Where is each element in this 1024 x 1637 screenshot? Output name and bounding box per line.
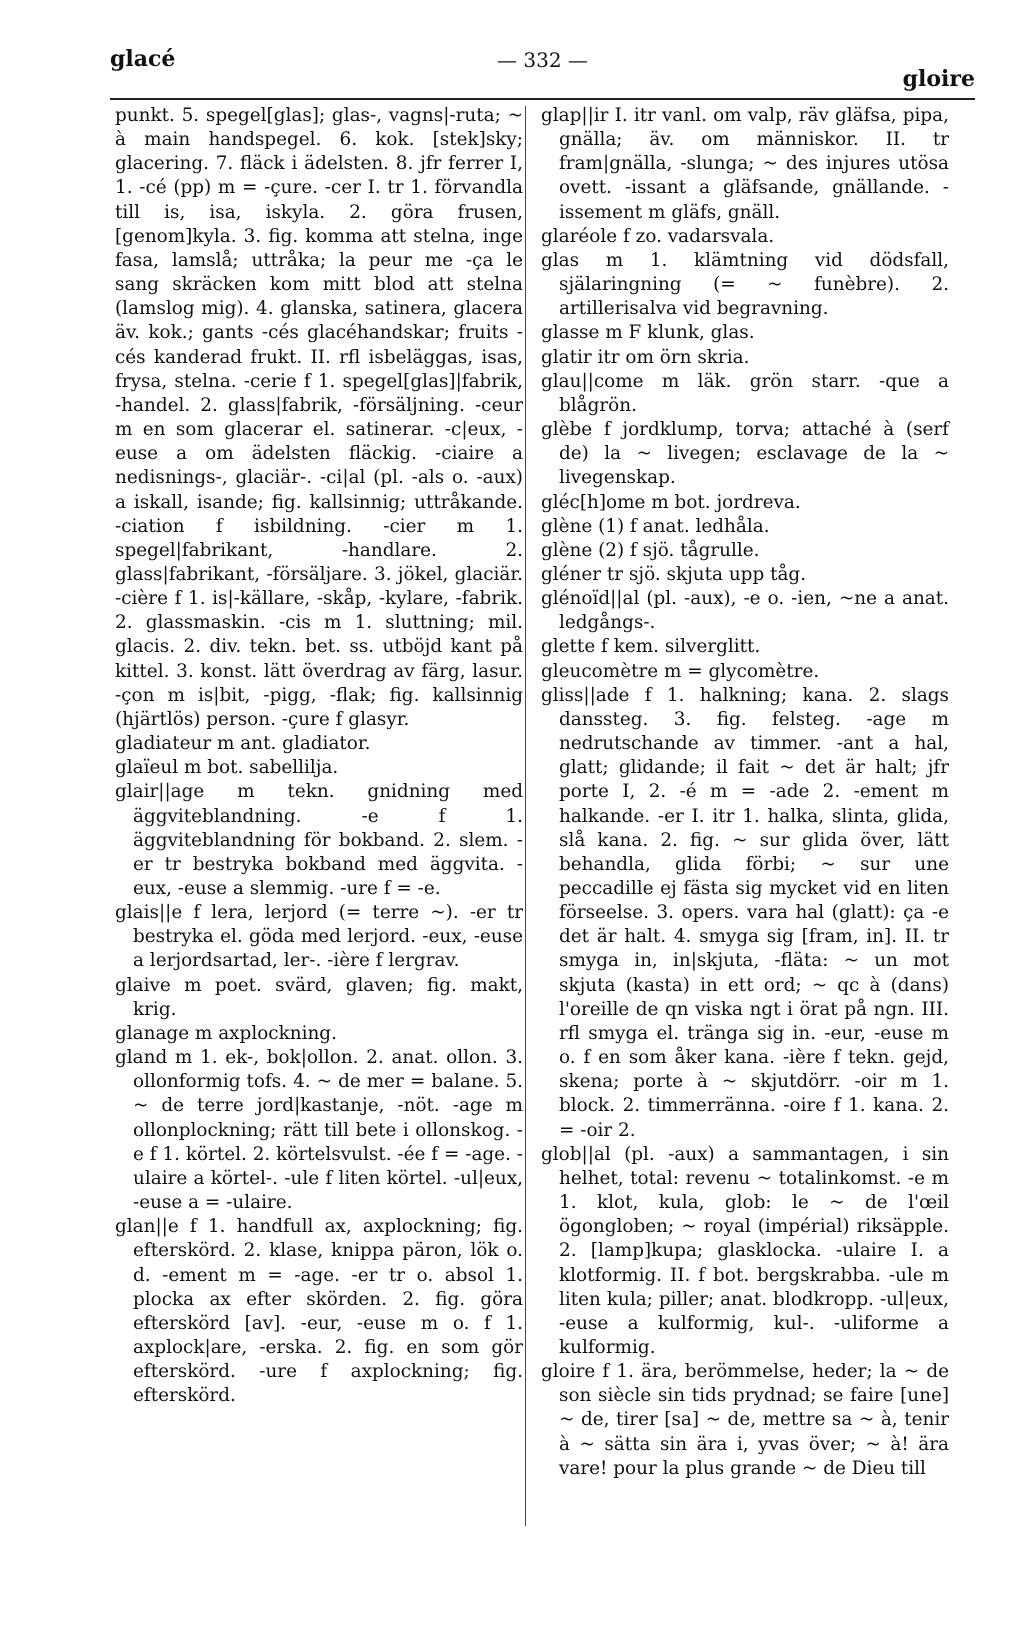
dictionary-entry-gleucometre: gleucomètre m = glycomètre. [541, 660, 820, 682]
dictionary-entry-glane: glan||e f 1. handfull ax, axplockning; fig. efterskörd. 2. klase, knippa päron, lök o. d. -ement m = -age. -er tr o. absol 1. plocka ax efter skörden. 2. fig. göra efterskörd [av]. -eur, -euse m o. f 1. axplock|are, -erska. 2. fig. en som gör efterskörd. -ure f axplockning; fig. efterskörd. [115, 1216, 523, 1407]
dictionary-entry-glatir: glatir itr om örn skria. [541, 346, 750, 368]
dictionary-entry-glareole: glaréole f zo. vadarsvala. [541, 225, 775, 247]
left-column [115, 104, 523, 1408]
dictionary-entry-glanage: glanage m axplockning. [115, 1022, 337, 1044]
dictionary-entry-glette: glette f kem. silverglitt. [541, 636, 761, 658]
right-column [541, 104, 949, 1481]
left-running-headword: glacé [110, 46, 176, 72]
dictionary-entry-glebe: glèbe f jordklump, torva; attaché à (serf de) la ~ livegen; esclavage de la ~ livegenskap. [541, 419, 949, 489]
dictionary-entry-glaieul: glaïeul m bot. sabellilja. [115, 757, 339, 779]
dictionary-entry-gland: gland m 1. ek-, bok|ollon. 2. anat. ollon. 3. ollonformig tofs. 4. ~ de mer = balane. 5. ~ de terre jord|kastanje, -nöt. -age m ollonplockning; rätt till bete i ollonskog. -e f 1. körtel. 2. körtelsvulst. -ée f = -age. -ulaire a körtel-. -ule f liten körtel. -ul|eux, -euse a = -ulaire. [115, 1047, 523, 1214]
dictionary-entry-glene-2: glène (2) f sjö. tågrulle. [541, 539, 760, 561]
dictionary-entry-glissade: gliss||ade f 1. halkning; kana. 2. slags danssteg. 3. fig. felsteg. -age m nedrutschande av timmer. -ant a hal, glatt; glidande; il fait ~ det är halt; jfr porte I, 2. -é m = -ade 2. -ement m halkande. -er I. itr 1. halka, slinta, glida, slå kana. 2. fig. ~ sur glida över, lätt behandla, glida förbi; ~ sur une peccadille ej fästa sig mycket vid en liten förseelse. 3. opers. vara hal (glatt): ça -e det är halt. 4. smyga sig [fram, in]. II. tr smyga in, in|skjuta, -fläta: ~ un mot skjuta (kasta) in ett ord; ~ qc à (dans) l'oreille de qn viska ngt i örat på ngn. III. rfl smyga el. tränga sig in. -eur, -euse m o. f en som åker kana. -ière f tekn. gejd, skena; porte à ~ skjutdörr. -oir m 1. block. 2. timmerränna. -oire f 1. kana. 2. = -oir 2. [541, 684, 949, 1141]
dictionary-entry-gloire: gloire f 1. ära, berömmelse, heder; la ~ de son siècle sin tids prydnad; se faire [une] ~ de, tirer [sa] ~ de, mettre sa ~ à, tenir à ~ sätta sin ära i, yvas över; ~ à! ära vare! pour la plus grande ~ de Dieu till [541, 1361, 949, 1479]
dictionary-entry-glechome: gléc[h]ome m bot. jordreva. [541, 491, 801, 513]
dictionary-entry-glairage: glair||age m tekn. gnidning med äggviteblandning. -e f 1. äggviteblandning för bokband. 2. slem. -er tr bestryka bokband med äggvita. -eux, -euse a slemmig. -ure f = -e. [115, 781, 523, 899]
dictionary-entry-glene-1: glène (1) f anat. ledhåla. [541, 515, 770, 537]
page-header [110, 46, 975, 90]
dictionary-entry-glapir: glap||ir I. itr vanl. om valp, räv gläfsa, pipa, gnälla; äv. om människor. II. tr fram|gnälla, -slunga; ~ des injures utösa ovett. -issant a gläfsande, gnällande. -issement m gläfs, gnäll. [541, 105, 949, 223]
column-divider [525, 106, 526, 1526]
dictionary-entry-glaucome: glau||come m läk. grön starr. -que a blågrön. [541, 370, 949, 416]
dictionary-entry-glas: glas m 1. klämtning vid dödsfall, själaringning (= ~ funèbre). 2. artillerisalva vid begravning. [541, 249, 949, 320]
dictionary-entry-global: glob||al (pl. -aux) a sammantagen, i sin helhet, total: revenu ~ totalinkomst. -e m 1. klot, kula, glob: le ~ de l'œil ögongloben; ~ royal (impérial) riksäpple. 2. [lamp]kupa; glasklocka. -ulaire I. a klotformig. II. f bot. bergskrabba. -ule m liten kula; piller; anat. blodkropp. -ul|eux, -euse a kulformig, kul-. -uliforme a kulformig. [541, 1143, 949, 1358]
dictionary-entry-glenoidal: glénoïd||al (pl. -aux), -e o. -ien, ~ne a anat. ledgångs-. [541, 588, 949, 634]
dictionary-entry-glasse: glasse m F klunk, glas. [541, 322, 755, 344]
header-rule [110, 98, 975, 100]
dictionary-entry-glaive: glaive m poet. svärd, glaven; fig. makt, krig. [115, 974, 523, 1020]
right-running-headword: gloire [902, 66, 975, 92]
dictionary-entry-gladiateur: gladiateur m ant. gladiator. [115, 733, 371, 755]
page-number: — 332 — [497, 48, 588, 72]
dictionary-entry-glaise: glais||e f lera, lerjord (= terre ~). -er tr bestryka el. göda med lerjord. -eux, -euse a lerjordsartad, ler-. -ière f lergrav. [115, 902, 523, 972]
dictionary-entry-glace-continued: punkt. 5. spegel[glas]; glas-, vagns|-ruta; ~ à main handspegel. 6. kok. [stek]sky; glacering. 7. fläck i ädelsten. 8. jfr ferrer I, 1. -cé (pp) m = -çure. -cer I. tr 1. förvandla till is, isa, iskyla. 2. göra frusen, [genom]kyla. 3. fig. komma att stelna, inge fasa, lamslå; uttråka; la peur me -ça le sang skräcken kom mitt blod att stelna (lamslog mig). 4. glanska, satinera, glacera äv. kok.; gants -cés glacéhandskar; fruits -cés kanderad frukt. II. rfl isbeläggas, isas, frysa, stelna. -cerie f 1. spegel[glas]|fabrik, -handel. 2. glass|fabrik, -försäljning. -ceur m en som glacerar el. satinerar. -c|eux, -euse a om ädelsten fläckig. -ciaire a nedisnings-, glaciär-. -ci|al (pl. -als o. -aux) a iskall, isande; fig. kallsinnig; uttråkande. -ciation f isbildning. -cier m 1. spegel|fabrikant, -handlare. 2. glass|fabrikant, -försäljare. 3. jökel, glaciär. -cière f 1. is|-källare, -skåp, -kylare, -fabrik. 2. glassmaskin. -cis m 1. sluttning; mil. glacis. 2. div. tekn. bet. ss. utböjd kant på kittel. 3. konst. lätt överdrag av färg, lasur. -çon m is|bit, -pigg, -flak; fig. kallsinnig (hjärtlös) person. -çure f glasyr. [115, 105, 523, 730]
dictionary-entry-glener: gléner tr sjö. skjuta upp tåg. [541, 563, 807, 585]
